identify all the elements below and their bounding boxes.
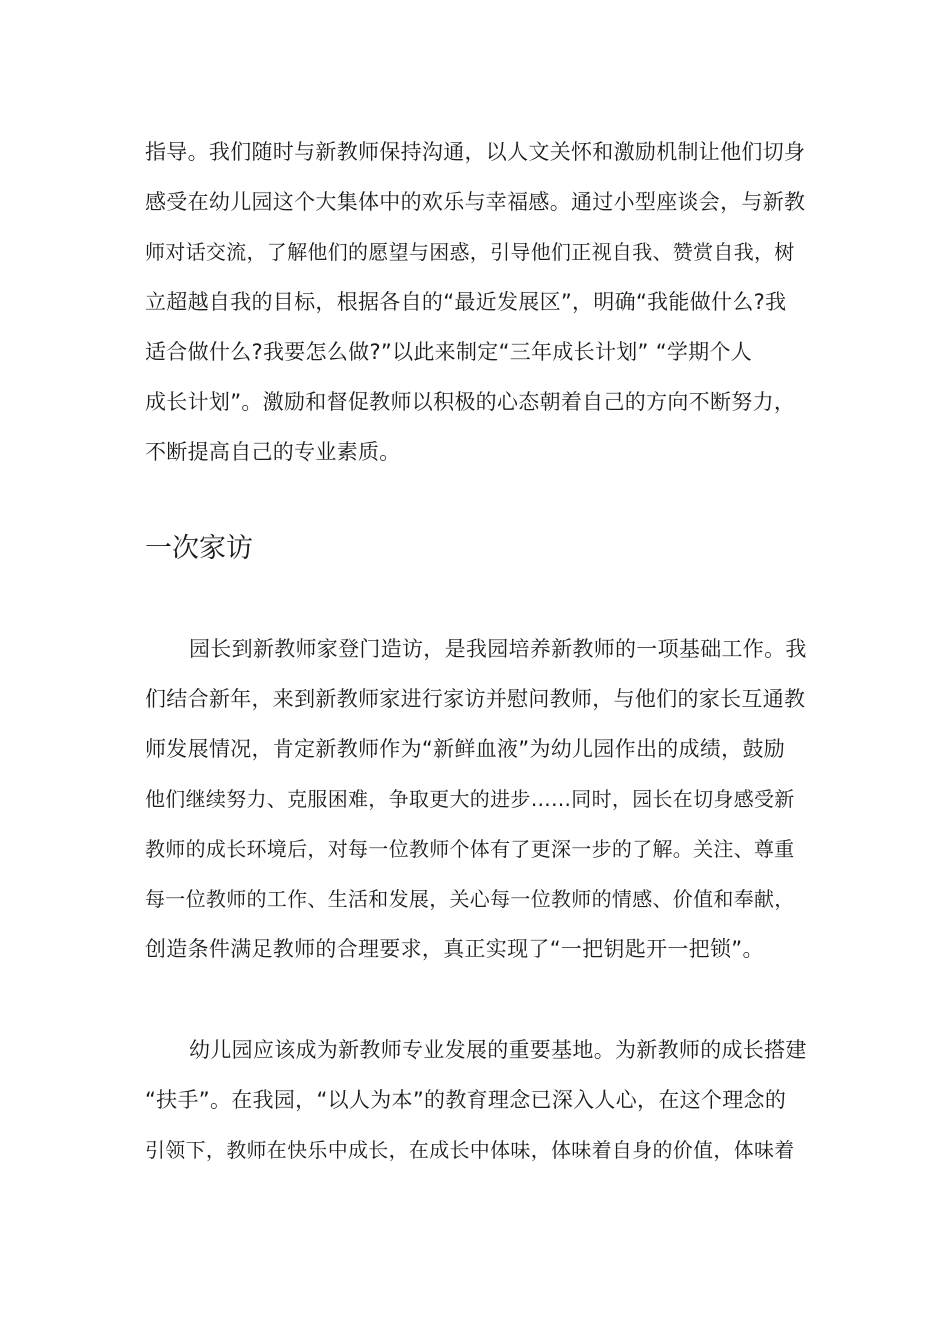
paragraph-line: 师发展情况，肯定新教师作为“新鲜血液”为幼儿园作出的成绩，鼓励: [145, 737, 786, 761]
paragraph-line: 他们继续努力、克服困难，争取更大的进步……同时，园长在切身感受新: [145, 787, 795, 811]
paragraph-development-base: [145, 1025, 810, 1175]
paragraph-line: 不断提高自己的专业素质。: [145, 440, 401, 464]
paragraph-line: 立超越自我的目标，根据各自的“最近发展区”，明确“我能做什么?我: [145, 290, 787, 314]
paragraph-line: 幼儿园应该成为新教师专业发展的重要基地。为新教师的成长搭建: [189, 1038, 807, 1062]
paragraph-line: 教师的成长环境后，对每一位教师个体有了更深一步的了解。关注、尊重: [145, 837, 795, 861]
paragraph-line: 适合做什么?我要怎么做?”以此来制定“三年成长计划” “学期个人: [145, 340, 753, 364]
paragraph-line: “扶手”。在我园，“以人为本”的教育理念已深入人心，在这个理念的: [145, 1088, 787, 1112]
paragraph-line: 师对话交流，了解他们的愿望与困惑，引导他们正视自我、赞赏自我，树: [145, 240, 795, 264]
paragraph-line: 们结合新年，来到新教师家进行家访并慰问教师，与他们的家长互通教: [145, 687, 806, 711]
paragraph-line: 成长计划”。激励和督促教师以积极的心态朝着自己的方向不断努力，: [145, 390, 796, 414]
paragraph-line: 创造条件满足教师的合理要求，真正实现了“一把钥匙开一把锁”。: [145, 937, 764, 961]
paragraph-home-visit: [145, 624, 810, 974]
paragraph-line: 每一位教师的工作、生活和发展，关心每一位教师的情感、价值和奉献，: [145, 887, 795, 911]
paragraph-line: 指导。我们随时与新教师保持沟通，以人文关怀和激励机制让他们切身: [145, 140, 806, 164]
paragraph-line: 引领下，教师在快乐中成长，在成长中体味，体味着自身的价值，体味着: [145, 1138, 795, 1162]
paragraph-line: 感受在幼儿园这个大集体中的欢乐与幸福感。通过小型座谈会，与新教: [145, 190, 806, 214]
paragraph-line: 园长到新教师家登门造访，是我园培养新教师的一项基础工作。我: [189, 637, 807, 661]
section-heading: 一次家访: [145, 533, 253, 564]
paragraph-guidance: [145, 127, 810, 477]
